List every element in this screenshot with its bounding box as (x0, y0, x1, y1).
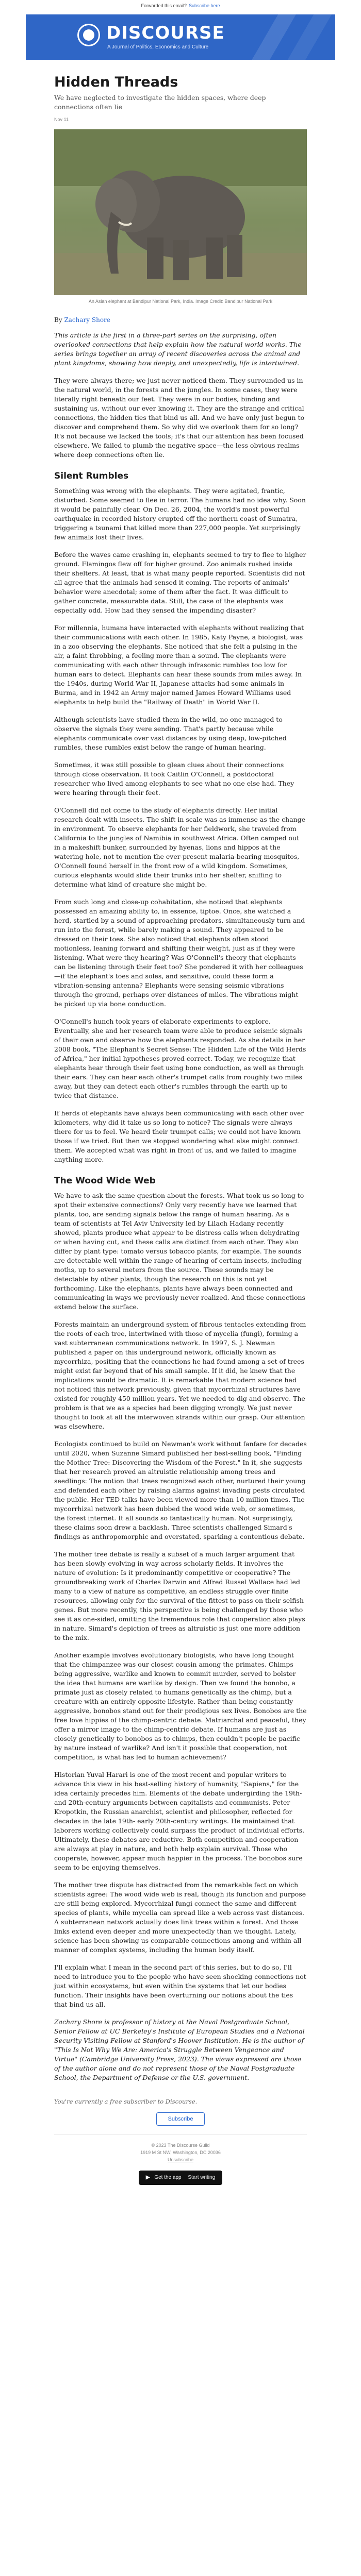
body-paragraph: Something was wrong with the elephants. They were agitated, frantic, disturbed. Some seemed to flee in terror. The humans had no idea why. Soon it would be painfully clear. On Dec. 26, 2004, the world's most powerful earthquake in recorded history erupted off the northern coast of Sumatra, triggering a tsunami that killed more than 227,000 people. Yet surprisingly few animals lost their lives. (54, 487, 306, 541)
subscribe-link[interactable]: Subscribe here (189, 3, 220, 8)
article-date: Nov 11 (54, 117, 69, 122)
body-paragraph: From such long and close-up cohabitation, she noticed that elephants possessed an amazing ability to, in essence, tiptoe. Once, she watched a herd, startled by a sound of approaching predators, simultaneously turn and run into the forest, while barely making a sound. They appeared to be dressed on their toes. She also noticed that elephants often stood motionless, leaning forward and shifting their weight, just as if they were listening. What were they hearing? Was O'Connell's theory that elephants can be listening through their feet too? She pondered it with her colleagues—if the elephant's toes and soles, and sensitive, could these form a vibration-sensing antenna? Elephants were sensing seismic vibrations through the ground, perhaps over distances of miles. The vibrations might be picked up via bone conduction. (54, 898, 305, 1008)
banner-decoration (242, 14, 335, 60)
footer-address: 1919 M St NW, Washington, DC 20036 (140, 2150, 221, 2155)
body-paragraph: Forests maintain an underground system of fibrous tentacles extending from the roots of each tree, intertwined with those of mycelia (fungi), forming a vast subterranean communications network. In 1997, S. J. Newman published a paper on this underground network, officially known as mycorrhiza, positing that the connections he had found among a set of trees might exist far beyond that of his small sample. If it did, he knew that the implications would be dramatic. It is remarkable that modern science had not noticed this network previously, given that mycorrhizal structures have existed for roughly 450 million years. Yet we needed to dig and observe. The problem is that we as a species had been digging wrongly. We just never thought to look at all the interwoven strands within our grasp. Our attention was elsewhere. (54, 1320, 306, 1430)
section-heading-silent-rumbles: Silent Rumbles (54, 471, 129, 481)
body-paragraph: If herds of elephants have always been communicating with each other over kilometers, why did it take us so long to notice? The signals were always there for us to feel. We heard their trumpet calls; we could not have known those if we tried. But then we stopped wondering what else might connect them. We accepted what was right in front of us, and we failed to imagine anything more. (54, 1109, 304, 1163)
body-paragraph: We have to ask the same question about the forests. What took us so long to spot their extensive connections? Only very recently have we learned that plants, too, are sending signals below the range of human hearing. As a team of scientists at Tel Aviv University led by Lilach Hadany recently showed, plants produce what appear to be distress calls when dehydrating or when having cut, and these calls are distinct from each other. They also differ by plant type: tomato versus tobacco plants, for example. The sounds are detectable well within the range of hearing of certain insects, including moths, up to several meters from the source. These sounds may be detectable by other plants, though the research on this is not yet forthcoming. Like the elephants, plants have always been connected and communicating in ways we previously never realized. And these connections extend below the surface. (54, 1192, 305, 1311)
body-paragraph: For millennia, humans have interacted with elephants without realizing that their communications with each other. In 1985, Katy Payne, a biologist, was in a zoo observing the elephants. She noticed that she felt a pulsing in the air, a faint throbbing, a feeling more than a sound. The elephants were communicating with each other through infrasonic rumbles too low for human ears to detect. Elephants can hear these sounds from miles away. In the 1940s, during World War II, Japanese attacks had some animals in Burma, and in 1942 an Army major named James Howard Williams used elephants to help build the "Railway of Death" in World War II. (54, 624, 304, 706)
body-paragraph: I'll explain what I mean in the second part of this series, but to do so, I'll need to introduce you to the people who have seen shocking connections not just within ecosystems, but even within the systems that let our bodies function. Their insights have been overturning our notions about the ties that bind us all. (54, 1963, 306, 2008)
subscription-note: You're currently a free subscriber to Discourse. (54, 2098, 198, 2105)
body-paragraph: Another example involves evolutionary biologists, who have long thought that the chimpanzee was our closest cousin among the primates. Chimps being aggressive, warlike and known to commit murder, served to bolster the idea that humans are warlike by design. Then we found the bonobo, a primate just as closely related to humans genetically as the chimp, but a creature with an entirely opposite lifestyle. Rather than being constantly aggressive, bonobos stand out for their prodigious sex lives. Bonobos are the free love hippies of the chimp-centric debate. Matriarchal and peaceful, they offer a mirror image to the chimp-centric debate. If humans are just as closely genetically to bonobos as to chimps, then couldn't people be pacific by nature instead of warlike? And isn't it possible that cooperation, not competition, is what has led to human achievement? (54, 1651, 307, 1761)
article-subtitle: We have neglected to investigate the hidden spaces, where deep connections often lie (54, 94, 266, 111)
article-title[interactable]: Hidden Threads (54, 74, 178, 90)
body-paragraph: O'Connell did not come to the study of elephants directly. Her initial research dealt with insects. The shift in scale was as immense as the change in environment. To observe elephants for her fieldwork, she traveled from California to the jungles of Namibia in southwest Africa. Often camped out in a makeshift bunker, surrounded by hyenas, lions and hippos at the watering hole, not to mention the ever-present malaria-bearing mosquitos, O'Connell found herself in the front row of a wild kingdom. Sometimes, curious elephants would slide their trunks into her shelter, sniffing to determine what kind of creature she might be. (54, 806, 306, 888)
app-button[interactable] (139, 2171, 222, 2185)
app-store-icon: ▶ (145, 2175, 150, 2180)
body-paragraph: Ecologists continued to build on Newman's work without fanfare for decades until 2020, when Suzanne Simard published her best-selling book, "Finding the Mother Tree: Discovering the Wisdom of the Forest." In it, she suggests that her research proved an altruistic relationship among trees and seedlings: The notion that trees recognized each other, nurtured their young and defended each other by raising alarms against invading pests circulated the public. Her TED talks have been viewed more than 10 million times. The mycorrhizal network has been dubbed the wood wide web, or sometimes, the forest internet. It all sounds so fantastically human. Not surprisingly, these claims soon drew a backlash. Three scientists challenged Simard's findings as anthropomorphic and overstated, sparking a contentious debate. (54, 1440, 307, 1540)
body-paragraph: O'Connell's hunch took years of elaborate experiments to explore. Eventually, she and her research team were able to produce seismic signals of their own and observe how the elephants responded. As she details in her 2008 book, "The Elephant's Secret Sense: The Hidden Life of the Wild Herds of Africa," her initial hypotheses proved correct. Today, we recognize that elephants hear through their feet using bone conduction, as well as through their ears. They can hear each other's trumpet calls from roughly two miles away, but they can detect each other's rumbles through the earth up to twice that distance. (54, 1018, 306, 1099)
body-paragraph: Before the waves came crashing in, elephants seemed to try to flee to higher ground. Flamingos flew off for higher ground. Zoo animals rushed inside their shelters. At least, that is what many people reported. Scientists did not all agree that the animals had sensed it coming. The reports of animals' behavior were anecdotal; some of them after the fact. It was difficult to gather concrete, measurable data. Still, the case of the elephants was especially odd. How had they sensed the impending disaster? (54, 551, 306, 614)
author-link[interactable]: Zachary Shore (64, 316, 110, 324)
body-paragraph: Although scientists have studied them in the wild, no one managed to observe the signals they were sending. That's partly because while elephants communicate over vast distances by using deep, low-pitched rumbles, these rumbles exist below the range of human hearing. (54, 716, 287, 751)
footer (54, 2142, 307, 2185)
forward-bar (0, 0, 361, 11)
start-writing-label: Start writing (188, 2175, 216, 2180)
subscribe-row (54, 2112, 307, 2126)
image-caption: An Asian elephant at Bandipur National Park, India. Image Credit: Bandipur National Park (88, 299, 273, 304)
unsubscribe-link[interactable]: Unsubscribe (167, 2157, 194, 2162)
author-bio: Zachary Shore is professor of history at the Naval Postgraduate School, Senior Fellow at UC Berkeley's Institute of European Studies and a National Security Visiting Fellow at Stanford's Hoover Institution. He is the author of "This Is Not Why We Are: America's Struggle Between Vengeance and Virtue" (Cambridge University Press, 2023). The views expressed are those of the author alone and do not represent those of the Naval Postgraduate School, the Department of Defense or the U.S. government. (54, 2018, 305, 2081)
byline-prefix: By (54, 316, 62, 324)
elephant-illustration-icon (54, 129, 307, 295)
forward-text: Forwarded this email? (141, 3, 187, 8)
body-paragraph: The mother tree debate is really a subset of a much larger argument that has been slowly evolving in way across scholarly fields. It involves the nature of evolution: Is it predominantly competitive or cooperative? The groundbreaking work of Charles Darwin and Alfred Russel Wallace had led many to a view of nature as competitive, an endless struggle over finite resources, allowing only for the survival of the fittest to pass on their selfish genes. But more recently, this perspective is being challenged by those who see it as one-sided, omitting the tremendous role that cooperation also plays in nature. Simard's depiction of trees as altruistic is just one more addition to the mix. (54, 1550, 305, 1641)
body-paragraph: Sometimes, it was still possible to glean clues about their connections through close observation. It took Caitlin O'Connell, a postdoctoral researcher who lived among elephants to see what no one else had. They were hearing through their feet. (54, 761, 294, 796)
publication-banner[interactable] (26, 14, 335, 60)
subscribe-button[interactable]: Subscribe (156, 2112, 205, 2126)
brand-name: DISCOURSE (106, 23, 225, 43)
body-paragraph: Historian Yuval Harari is one of the most recent and popular writers to advance this view in his best-selling history of humanity, "Sapiens," for the idea certainly precedes him. Elements of the debate undergirding the 19th- and 20th-century arguments between capitalists and communists. Peter Kropotkin, the Russian anarchist, scientist and philosopher, reflected for decades in the late 19th- early 20th-century writings. He maintained that laborers working collectively could surpass the product of individual efforts. Ultimately, these debates are reductive. Both competition and cooperation are always at play in nature, and both help explain survival. Those who cooperate, however, appear much happier in the process. The bonobos sure seem to be enjoying themselves. (54, 1771, 305, 1871)
body-paragraph: The mother tree dispute has distracted from the remarkable fact on which scientists agree: The wood wide web is real, though its function and purpose are still being explored. Mycorrhizal fungi connect the same and different species of plants, while mycelia can spread like a web across vast distances. A subterranean network actually does link trees within a forest. And those links extend even deeper and more unexpectedly than we thought. Lately, science has been showing us comparable connections among and within all manner of complex systems, including the human body itself. (54, 1881, 306, 1954)
app-button-label: Get the app (154, 2175, 182, 2180)
byline (54, 316, 307, 324)
section-heading-wood-wide-web: The Wood Wide Web (54, 1176, 156, 1186)
elephant-photo (54, 129, 307, 295)
brand-tagline: A Journal of Politics, Economics and Culture (107, 44, 209, 50)
footer-copyright: © 2023 The Discourse Guild (151, 2143, 210, 2148)
discourse-logo-icon (77, 24, 100, 46)
body-paragraph: They were always there; we just never noticed them. They surrounded us in the natural world, in the forests and the jungles. In some cases, they were literally right beneath our feet. They were in our bodies, binding and sustaining us, without our ever knowing it. They are the strange and critical connections, the hidden ties that bind us all. And we have only just begun to discover and comprehend them. So why did we overlook them for so long? It's not because we lacked the tools; it's that our attention has been focused elsewhere. We failed to plumb the negative space—the less obvious realms where deep connections often lie. (54, 377, 305, 459)
intro-paragraph: This article is the first in a three-part series on the surprising, often overlooked connections that help explain how the natural world works. The series brings together an array of recent discoveries across the animal and plant kingdoms, showing how deeply, and unexpectedly, life is intertwined. (54, 331, 302, 367)
article (54, 60, 307, 2185)
